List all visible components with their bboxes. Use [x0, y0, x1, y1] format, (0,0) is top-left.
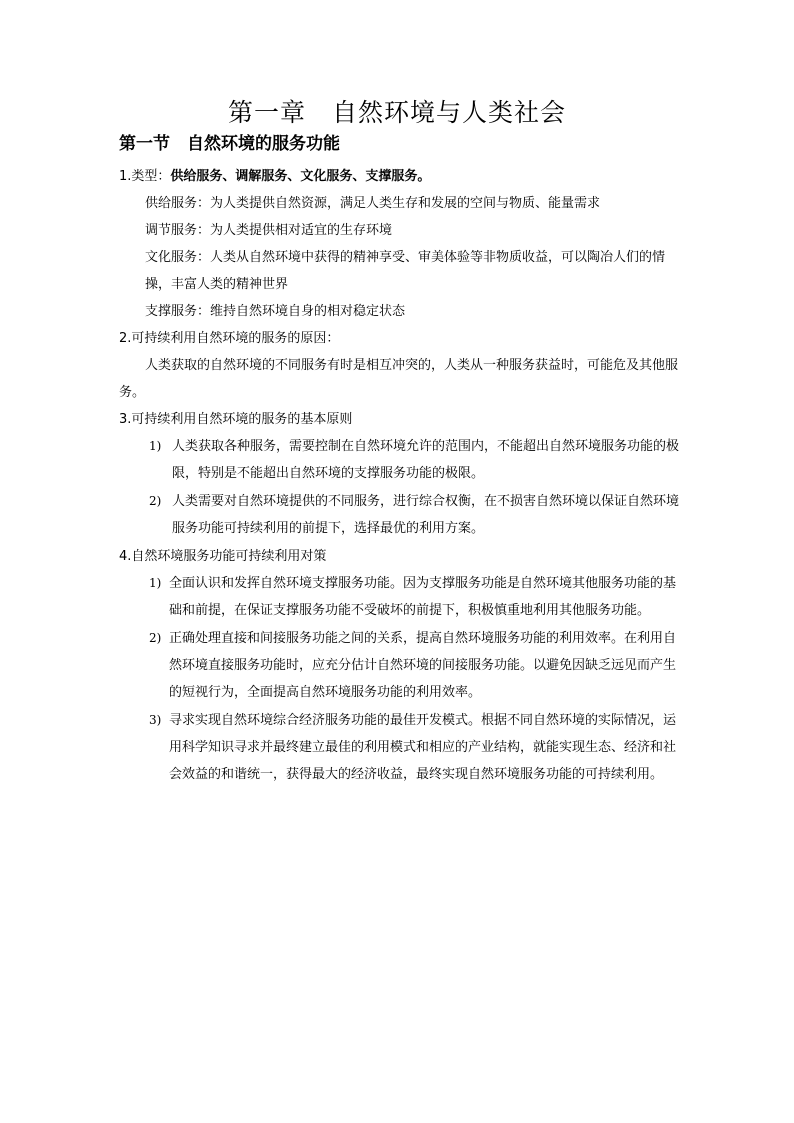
list-item — [119, 433, 679, 487]
principles-list — [119, 433, 679, 542]
list-item-number: 1) — [149, 576, 162, 590]
heading-types-prefix: 1.类型： — [119, 169, 171, 184]
paragraph-reasons: 人类获取的自然环境的不同服务有时是相互冲突的，人类从一种服务获益时，可能危及其他服务。 — [119, 358, 679, 400]
list-item — [119, 625, 679, 706]
list-item — [119, 570, 679, 624]
list-item-number: 1) — [149, 439, 162, 453]
heading-reasons: 2.可持续利用自然环境的服务的原因： — [119, 331, 340, 346]
list-item-text: 寻求实现自然环境综合经济服务功能的最佳开发模式。根据不同自然环境的实际情况，运用科学知识寻求并最终建立最佳的利用模式和相应的产业结构，就能实现生态、经济和社会效益的和谐统一，获得最大的经济收益，最终实现自然环境服务功能的可持续利用。 — [169, 713, 677, 782]
section-title: 第一节 自然环境的服务功能 — [119, 134, 340, 154]
chapter-title: 第一章 自然环境与人类社会 — [227, 98, 566, 127]
document-body — [119, 163, 679, 789]
definition-support: 支撑服务：维持自然环境自身的相对稳定状态 — [145, 304, 406, 319]
list-item-text: 全面认识和发挥自然环境支撑服务功能。因为支撑服务功能是自然环境其他服务功能的基础和前提，在保证支撑服务功能不受破坏的前提下，积极慎重地利用其他服务功能。 — [169, 576, 677, 618]
list-item-number: 2) — [149, 494, 162, 508]
definition-culture: 文化服务：人类从自然环境中获得的精神享受、审美体验等非物质收益，可以陶冶人们的情操，丰富人类的精神世界 — [145, 250, 666, 292]
heading-measures: 4.自然环境服务功能可持续利用对策 — [119, 549, 327, 564]
list-item — [119, 488, 679, 542]
heading-types — [119, 163, 679, 190]
definition-supply: 供给服务：为人类提供自然资源，满足人类生存和发展的空间与物质、能量需求 — [145, 196, 601, 211]
list-item — [119, 707, 679, 788]
list-item-text: 正确处理直接和间接服务功能之间的关系，提高自然环境服务功能的利用效率。在利用自然环境直接服务功能时，应充分估计自然环境的间接服务功能。以避免因缺乏远见而产生的短视行为，全面提高自然环境服务功能的利用效率。 — [169, 631, 677, 700]
list-item-text: 人类需要对自然环境提供的不同服务，进行综合权衡，在不损害自然环境以保证自然环境服务功能可持续利用的前提下，选择最优的利用方案。 — [172, 494, 680, 536]
heading-types-text: 供给服务、调解服务、文化服务、支撑服务。 — [170, 169, 431, 184]
list-item-number: 3) — [149, 713, 162, 727]
list-item-number: 2) — [149, 631, 162, 645]
measures-list — [119, 570, 679, 788]
definition-regulation: 调节服务：为人类提供相对适宜的生存环境 — [145, 223, 393, 238]
heading-principles: 3.可持续利用自然环境的服务的基本原则 — [119, 412, 353, 427]
list-item-text: 人类获取各种服务，需要控制在自然环境允许的范围内，不能超出自然环境服务功能的极限，特别是不能超出自然环境的支撑服务功能的极限。 — [172, 439, 680, 481]
